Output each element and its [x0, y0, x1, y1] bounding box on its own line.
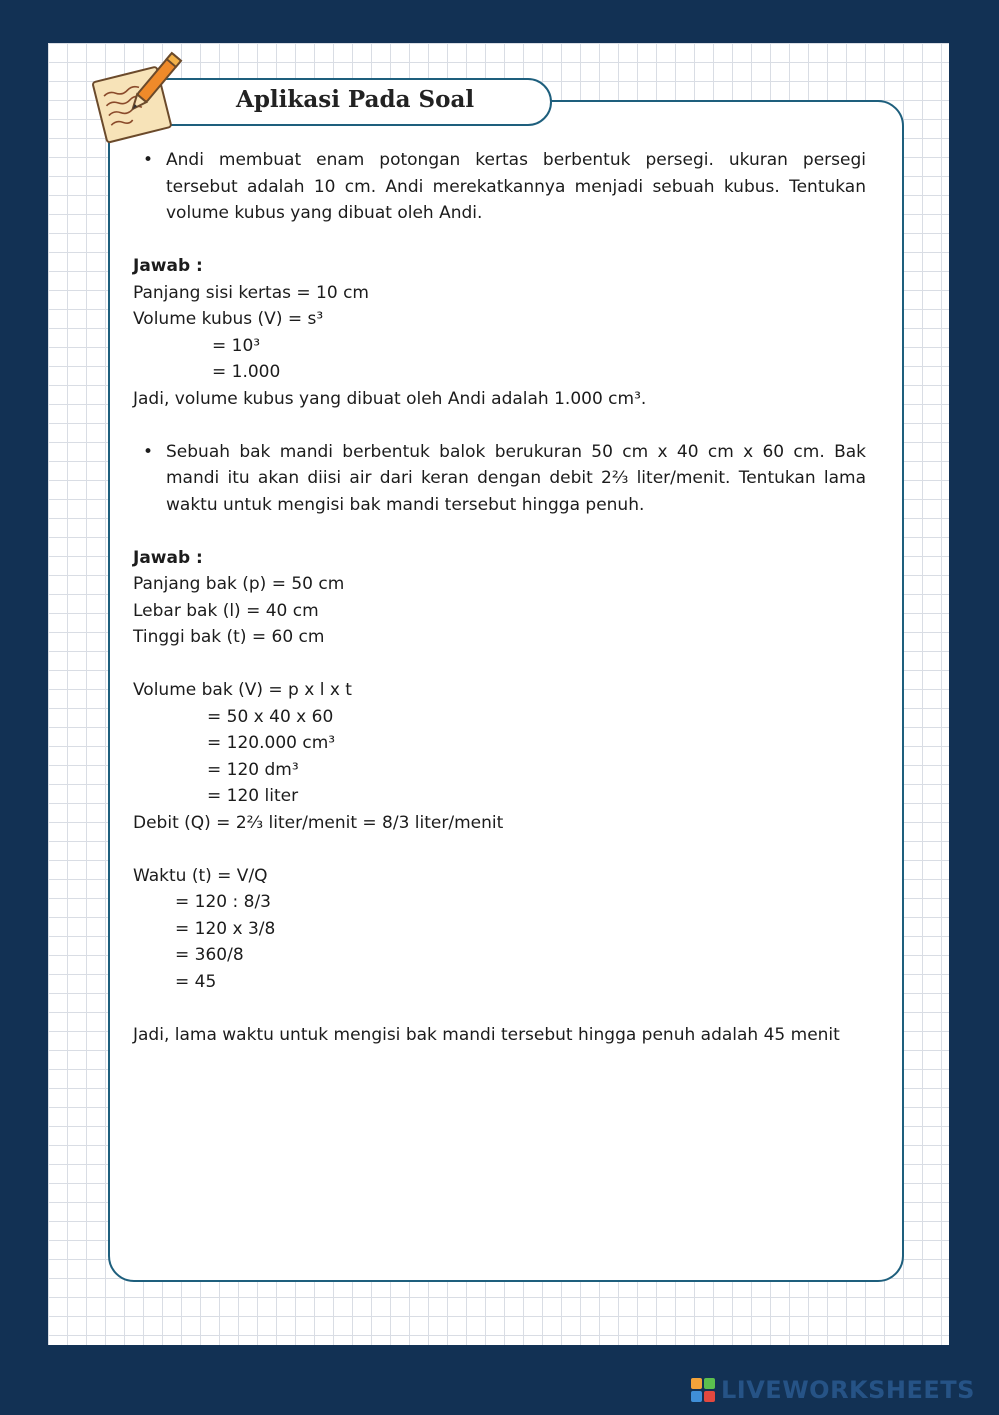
answer-line: = 45 [175, 971, 217, 992]
answer-line: Volume kubus (V) = s³ [133, 309, 324, 329]
logo-block [691, 1391, 702, 1402]
problem-2-question: • Sebuah bak mandi berbentuk balok berukuran 50 cm x 40 cm x 60 cm. Bak mandi itu akan diisi air dari keran dengan debit 2⅔ liter/menit. Tentukan lama waktu untuk mengisi bak mandi tersebut hingga penuh. [133, 439, 866, 519]
answer-line: = 120 x 3/8 [175, 918, 276, 939]
problem-1-question: • Andi membuat enam potongan kertas berbentuk persegi. ukuran persegi tersebut adalah 10 cm. Andi merekatkannya menjadi sebuah kubus. Tentukan volume kubus yang dibuat oleh Andi. [133, 147, 866, 227]
answer-line: Lebar bak (l) = 40 cm [133, 600, 319, 621]
answer-conclusion-2: Jadi, lama waktu untuk mengisi bak mandi tersebut hingga penuh adalah 45 menit [133, 1024, 840, 1045]
answer-conclusion-1: Jadi, volume kubus yang dibuat oleh Andi adalah 1.000 cm³. [133, 388, 647, 409]
answer-line: = 1.000 [212, 362, 281, 382]
answer-line: Tinggi bak (t) = 60 cm [133, 627, 325, 647]
answer-line: = 50 x 40 x 60 [207, 706, 334, 727]
watermark-text: LIVEWORKSHEETS [721, 1376, 975, 1404]
spacer [133, 412, 866, 439]
answer-line: Debit (Q) = 2⅔ liter/menit = 8/3 liter/menit [133, 812, 504, 833]
answer-line: Panjang bak (p) = 50 cm [133, 574, 345, 594]
page-title: Aplikasi Pada Soal [236, 86, 475, 113]
worksheet-content [133, 147, 866, 1048]
liveworksheets-logo-icon [691, 1378, 717, 1404]
answer-line: = 120 dm³ [207, 759, 299, 780]
spacer [133, 518, 866, 545]
answer-line: = 120 : 8/3 [175, 892, 271, 912]
answer-label-1: Jawab : [133, 256, 203, 276]
answer-label-2: Jawab : [133, 547, 203, 568]
logo-block [691, 1378, 702, 1389]
spacer [133, 651, 866, 678]
answer-line: = 10³ [212, 335, 261, 356]
logo-block [704, 1378, 715, 1389]
answer-line: Panjang sisi kertas = 10 cm [133, 282, 369, 303]
answer-line: Waktu (t) = V/Q [133, 865, 268, 886]
note-paper-pencil-icon [80, 46, 190, 146]
spacer [133, 995, 866, 1022]
answer-line: = 360/8 [175, 945, 244, 965]
answer-line: = 120.000 cm³ [207, 733, 336, 753]
answer-line: Volume bak (V) = p x l x t [133, 680, 352, 700]
spacer [133, 227, 866, 254]
spacer [133, 836, 866, 863]
logo-block [704, 1391, 715, 1402]
answer-line: = 120 liter [207, 786, 299, 806]
liveworksheets-logo[interactable] [691, 1378, 991, 1404]
